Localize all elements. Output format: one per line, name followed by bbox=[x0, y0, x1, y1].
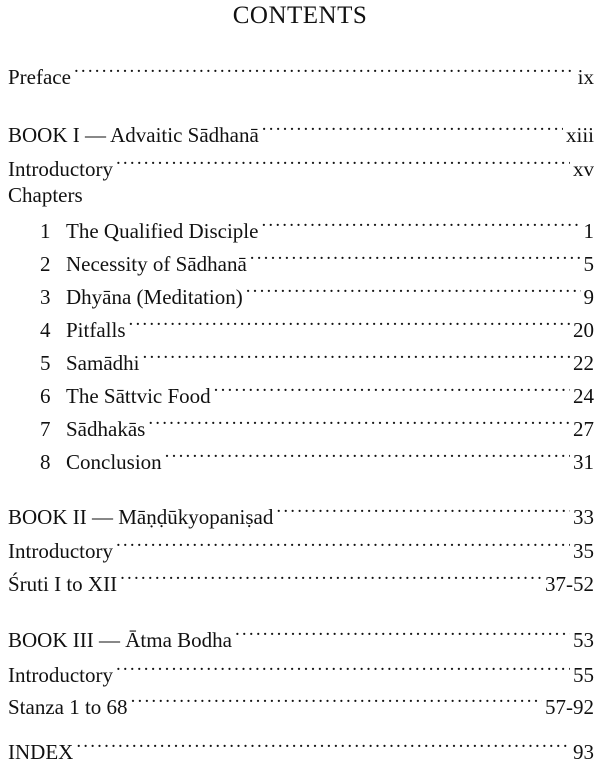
chapter-number: 4 bbox=[40, 318, 51, 342]
chapter-number: 7 bbox=[40, 417, 51, 441]
toc-entry-label: Stanza 1 to 68 bbox=[8, 695, 128, 719]
leader-dots bbox=[214, 377, 570, 403]
toc-entry-page: xv bbox=[573, 157, 594, 181]
toc-chapter-3 bbox=[34, 278, 594, 310]
toc-entry-page: 27 bbox=[573, 417, 594, 441]
toc-chapter-2 bbox=[34, 245, 594, 277]
leader-dots bbox=[276, 498, 570, 524]
toc-entry-page: 31 bbox=[573, 450, 594, 474]
toc-entry-book-1 bbox=[8, 116, 594, 148]
chapter-number: 8 bbox=[40, 450, 51, 474]
toc-entry-page: 5 bbox=[583, 252, 594, 276]
toc-entry-label: BOOK I — Advaitic Sādhanā bbox=[8, 123, 259, 147]
toc-entry-page: 57-92 bbox=[545, 695, 594, 719]
chapter-number: 1 bbox=[40, 219, 51, 243]
toc-chapter-4 bbox=[34, 311, 594, 343]
toc-entry-page: 35 bbox=[573, 539, 594, 563]
toc-entry-label: BOOK II — Māṇḍūkyopaniṣad bbox=[8, 505, 274, 529]
toc-entry-label: Śruti I to XII bbox=[8, 572, 118, 596]
leader-dots bbox=[261, 212, 580, 238]
toc-entry-page: ix bbox=[577, 65, 594, 89]
chapter-number: 2 bbox=[40, 252, 51, 276]
leader-dots bbox=[116, 656, 570, 682]
chapters-heading: Chapters bbox=[8, 183, 83, 207]
toc-entry-label: Samādhi bbox=[66, 351, 140, 375]
toc-entry-page: 33 bbox=[573, 505, 594, 529]
toc-entry-page: 93 bbox=[573, 740, 594, 764]
toc-entry-page: 1 bbox=[583, 219, 594, 243]
toc-chapter-1 bbox=[34, 212, 594, 244]
toc-chapter-8 bbox=[34, 443, 594, 475]
toc-entry-label: BOOK III — Ātma Bodha bbox=[8, 628, 232, 652]
toc-entry-label: Necessity of Sādhanā bbox=[66, 252, 247, 276]
toc-entry-label: INDEX bbox=[8, 740, 74, 764]
leader-dots bbox=[74, 58, 575, 84]
toc-entry-introductory-2 bbox=[8, 532, 594, 564]
toc-entry-label: The Sāttvic Food bbox=[66, 384, 211, 408]
leader-dots bbox=[131, 688, 542, 714]
leader-dots bbox=[165, 443, 570, 469]
toc-entry-label: Pitfalls bbox=[66, 318, 126, 342]
leader-dots bbox=[262, 116, 563, 142]
toc-entry-label: Sādhakās bbox=[66, 417, 146, 441]
toc-entry-page: xiii bbox=[565, 123, 594, 147]
leader-dots bbox=[148, 410, 570, 436]
toc-entry-index bbox=[8, 733, 594, 765]
toc-entry-page: 20 bbox=[573, 318, 594, 342]
toc-entry-page: 37-52 bbox=[545, 572, 594, 596]
leader-dots bbox=[116, 532, 570, 558]
leader-dots bbox=[235, 621, 570, 647]
leader-dots bbox=[116, 150, 570, 176]
leader-dots bbox=[129, 311, 570, 337]
leader-dots bbox=[250, 245, 581, 271]
toc-entry-introductory-3 bbox=[8, 656, 594, 688]
leader-dots bbox=[246, 278, 581, 304]
toc-entry-label: Conclusion bbox=[66, 450, 162, 474]
toc-chapter-6 bbox=[34, 377, 594, 409]
toc-entry-label: Dhyāna (Meditation) bbox=[66, 285, 243, 309]
toc-entry-preface bbox=[8, 58, 594, 90]
toc-entry-label: Introductory bbox=[8, 157, 113, 181]
toc-entry-page: 9 bbox=[583, 285, 594, 309]
toc-chapter-7 bbox=[34, 410, 594, 442]
toc-entry-introductory-1 bbox=[8, 150, 594, 182]
toc-entry-label: Introductory bbox=[8, 663, 113, 687]
toc-entry-page: 24 bbox=[573, 384, 594, 408]
toc-entry-stanza bbox=[8, 688, 594, 720]
toc-entry-label: Introductory bbox=[8, 539, 113, 563]
toc-entry-book-3 bbox=[8, 621, 594, 653]
toc-entry-page: 22 bbox=[573, 351, 594, 375]
leader-dots bbox=[143, 344, 571, 370]
leader-dots bbox=[120, 565, 542, 591]
chapter-number: 6 bbox=[40, 384, 51, 408]
leader-dots bbox=[76, 733, 570, 759]
chapter-number: 5 bbox=[40, 351, 51, 375]
toc-chapter-5 bbox=[34, 344, 594, 376]
toc-entry-label: Preface bbox=[8, 65, 71, 89]
page-title: CONTENTS bbox=[232, 2, 368, 29]
toc-entry-sruti bbox=[8, 565, 594, 597]
chapter-number: 3 bbox=[40, 285, 51, 309]
toc-entry-book-2 bbox=[8, 498, 594, 530]
toc-entry-label: The Qualified Disciple bbox=[66, 219, 259, 243]
toc-entry-page: 55 bbox=[573, 663, 594, 687]
toc-entry-page: 53 bbox=[573, 628, 594, 652]
